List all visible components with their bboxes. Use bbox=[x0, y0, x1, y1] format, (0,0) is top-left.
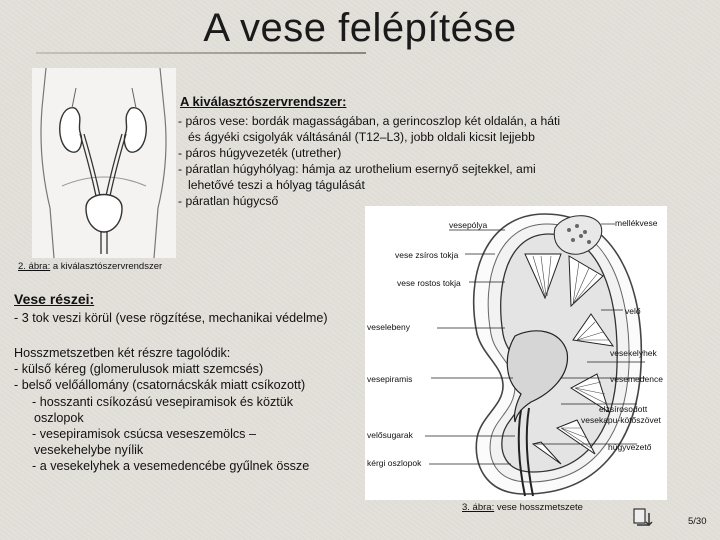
page-number: 5/30 bbox=[688, 516, 707, 527]
list-item: - páros vese: bordák magasságában, a gerincoszlop két oldalán, a háti bbox=[178, 114, 561, 128]
label-veselebeny: veselebeny bbox=[367, 322, 411, 332]
figure3-caption: 3. ábra: vese hosszmetszete bbox=[462, 502, 583, 513]
label-vesepiramis: vesepiramis bbox=[367, 374, 413, 384]
label-velo: velő bbox=[625, 306, 641, 316]
text-line: oszlopok bbox=[34, 410, 84, 425]
label-vese-rostos-tokja: vese rostos tokja bbox=[397, 278, 461, 288]
text-line: vesekehelybe nyílik bbox=[34, 443, 144, 458]
list-item: - páros húgyvezeték (utrether) bbox=[178, 146, 342, 160]
list-item: - páratlan húgycső bbox=[178, 194, 279, 208]
urinary-system-heading: A kiválasztószervrendszer: bbox=[180, 94, 347, 109]
urinary-system-list bbox=[178, 113, 618, 209]
return-nav-icon[interactable] bbox=[631, 508, 653, 528]
kidney-structure-text bbox=[14, 345, 359, 475]
label-elzsirosodott: elzsírosodott bbox=[599, 404, 648, 414]
list-item: - páratlan húgyhólyag: hámja az urothelium esernyő sejtekkel, ami bbox=[178, 162, 536, 176]
kidney-section-figure bbox=[365, 206, 667, 500]
title-underline bbox=[36, 52, 366, 54]
slide-title: A vese felépítése bbox=[203, 6, 517, 50]
label-hugyvezeto: húgyvezető bbox=[608, 442, 652, 452]
kidney-capsules-text: - 3 tok veszi körül (vese rögzítése, mechanikai védelme) bbox=[14, 311, 328, 325]
label-vesemedence: vesemedence bbox=[610, 374, 663, 384]
text-line: - külső kéreg (glomerulusok miatt szemcsés) bbox=[14, 362, 264, 377]
text-line: - hosszanti csíkozású vesepiramisok és köztük bbox=[32, 394, 294, 409]
list-item: lehetővé teszi a hólyag tágulását bbox=[188, 178, 365, 192]
label-mellekvese: mellékvese bbox=[615, 218, 658, 228]
label-kergi-oszlopok: kérgi oszlopok bbox=[367, 458, 422, 468]
label-vesepolya: vesepólya bbox=[449, 220, 488, 230]
text-line: - belső velőállomány (csatornácskák miatt csíkozott) bbox=[14, 378, 306, 393]
kidney-parts-heading: Vese részei: bbox=[14, 291, 95, 307]
label-veloszugarak: velősugarak bbox=[367, 430, 413, 440]
figure1-caption: 2. ábra: a kiválasztószervrendszer bbox=[18, 261, 163, 272]
label-vese-zsiros-tokja: vese zsíros tokja bbox=[395, 250, 459, 260]
list-item: és ágyéki csigolyák váltásánál (T12–L3), jobb oldali kicsit lejjebb bbox=[188, 130, 535, 144]
text-line: Hosszmetszetben két részre tagolódik: bbox=[14, 346, 231, 360]
text-line: - a vesekelyhek a vesemedencébe gyűlnek össze bbox=[32, 459, 310, 474]
label-vesekelyhek: vesekelyhek bbox=[610, 348, 657, 358]
label-vesekapu-kotoszovet: vesekapu-kötőszövet bbox=[581, 415, 661, 425]
text-line: - vesepiramisok csúcsa veseszemölcs – bbox=[32, 427, 256, 442]
urinary-system-figure bbox=[32, 68, 176, 258]
